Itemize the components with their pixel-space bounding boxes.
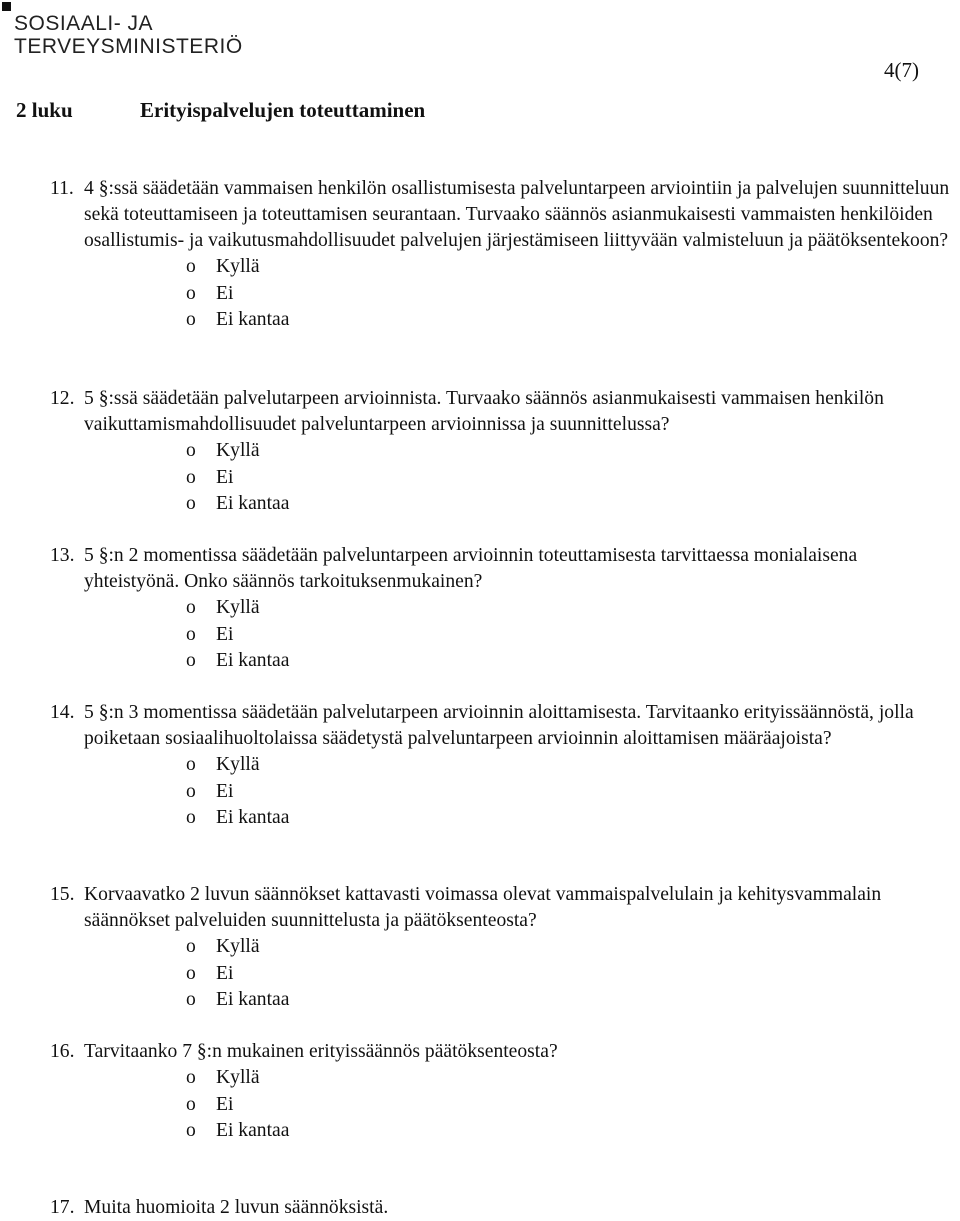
question-number: 15. bbox=[50, 884, 75, 905]
chapter-number: 2 luku bbox=[16, 98, 73, 122]
page-number: 4(7) bbox=[884, 58, 919, 82]
ministry-logo bbox=[14, 12, 243, 58]
option-bullet: o bbox=[186, 962, 196, 984]
option-bullet: o bbox=[186, 256, 196, 277]
option-yes[interactable] bbox=[186, 752, 950, 779]
option-no-opinion[interactable] bbox=[186, 805, 950, 832]
option-label: Ei bbox=[216, 780, 234, 802]
question-text: 5 §:ssä säädetään palvelutarpeen arvioinnista. Turvaako säännös asianmukaisesti vammaisen henkilön vaikuttamismahdollisuudet palveluntarpeen arvioinnissa ja suunnittelussa? bbox=[84, 388, 884, 435]
option-label: Ei kantaa bbox=[216, 309, 290, 330]
option-label: Ei bbox=[216, 623, 234, 645]
question-number: 14. bbox=[50, 702, 75, 723]
option-label: Ei kantaa bbox=[216, 1120, 290, 1141]
answer-options bbox=[186, 934, 950, 1014]
question-text: 4 §:ssä säädetään vammaisen henkilön osallistumisesta palveluntarpeen arviointiin ja palvelujen suunnitteluun sekä toteuttamiseen ja toteuttamisen seurantaan. Turvaako säännös asianmukaisesti vammaisten henkilöiden osallistumis- ja vaikutusmahdollisuudet palvelujen järjestämiseen liittyvään valmisteluun ja päätöksentekoon? bbox=[84, 178, 950, 251]
answer-options bbox=[186, 438, 950, 518]
option-bullet: o bbox=[186, 440, 196, 461]
option-bullet: o bbox=[186, 493, 196, 514]
question-11 bbox=[50, 176, 950, 334]
question-15 bbox=[50, 882, 950, 1014]
option-yes[interactable] bbox=[186, 254, 950, 281]
option-label: Ei kantaa bbox=[216, 989, 290, 1010]
option-label: Kyllä bbox=[216, 754, 260, 775]
option-bullet: o bbox=[186, 754, 196, 775]
option-bullet: o bbox=[186, 282, 196, 304]
option-no[interactable] bbox=[186, 622, 950, 649]
question-13 bbox=[50, 543, 950, 675]
option-label: Ei kantaa bbox=[216, 493, 290, 514]
option-label: Ei bbox=[216, 466, 234, 488]
question-text: 5 §:n 2 momentissa säädetään palveluntarpeen arvioinnin toteuttamisesta tarvittaessa monialaisena yhteistyönä. Onko säännös tarkoituksenmukainen? bbox=[84, 545, 858, 592]
question-number: 13. bbox=[50, 545, 75, 566]
question-17 bbox=[50, 1195, 950, 1221]
option-label: Kyllä bbox=[216, 1067, 260, 1088]
question-number: 12. bbox=[50, 388, 75, 409]
option-bullet: o bbox=[186, 1093, 196, 1115]
option-label: Ei kantaa bbox=[216, 807, 290, 828]
option-bullet: o bbox=[186, 309, 196, 330]
option-label: Kyllä bbox=[216, 256, 260, 277]
option-bullet: o bbox=[186, 936, 196, 957]
question-text: Korvaavatko 2 luvun säännökset kattavasti voimassa olevat vammaispalvelulain ja kehitysvammalain säännökset palveluiden suunnittelusta ja päätöksenteosta? bbox=[84, 884, 882, 931]
question-14 bbox=[50, 700, 950, 832]
option-yes[interactable] bbox=[186, 934, 950, 961]
option-no-opinion[interactable] bbox=[186, 307, 950, 334]
question-number: 17. bbox=[50, 1197, 75, 1218]
question-number: 16. bbox=[50, 1041, 75, 1062]
option-no-opinion[interactable] bbox=[186, 648, 950, 675]
logo-line-2: TERVEYSMINISTERIÖ bbox=[14, 35, 243, 58]
option-bullet: o bbox=[186, 807, 196, 828]
option-label: Kyllä bbox=[216, 440, 260, 461]
option-bullet: o bbox=[186, 1067, 196, 1088]
option-no[interactable] bbox=[186, 465, 950, 492]
option-label: Ei bbox=[216, 282, 234, 304]
question-text: Muita huomioita 2 luvun säännöksistä. bbox=[84, 1197, 389, 1218]
question-16 bbox=[50, 1039, 950, 1145]
option-bullet: o bbox=[186, 1120, 196, 1141]
option-no-opinion[interactable] bbox=[186, 491, 950, 518]
option-no-opinion[interactable] bbox=[186, 987, 950, 1014]
answer-options bbox=[186, 254, 950, 334]
option-label: Kyllä bbox=[216, 936, 260, 957]
option-label: Ei bbox=[216, 962, 234, 984]
option-label: Ei bbox=[216, 1093, 234, 1115]
option-yes[interactable] bbox=[186, 438, 950, 465]
chapter-title: Erityispalvelujen toteuttaminen bbox=[140, 98, 426, 122]
option-yes[interactable] bbox=[186, 595, 950, 622]
option-bullet: o bbox=[186, 623, 196, 645]
option-no[interactable] bbox=[186, 779, 950, 806]
option-no[interactable] bbox=[186, 961, 950, 988]
option-bullet: o bbox=[186, 989, 196, 1010]
option-bullet: o bbox=[186, 780, 196, 802]
option-yes[interactable] bbox=[186, 1065, 950, 1092]
option-bullet: o bbox=[186, 650, 196, 671]
chapter-heading bbox=[16, 98, 425, 123]
question-text: Tarvitaanko 7 §:n mukainen erityissäännös päätöksenteosta? bbox=[84, 1041, 558, 1062]
logo-line-1: SOSIAALI- JA bbox=[14, 12, 154, 35]
option-label: Kyllä bbox=[216, 597, 260, 618]
option-no[interactable] bbox=[186, 281, 950, 308]
option-label: Ei kantaa bbox=[216, 650, 290, 671]
question-number: 11. bbox=[50, 178, 74, 199]
corner-mark bbox=[2, 2, 11, 11]
option-no-opinion[interactable] bbox=[186, 1118, 950, 1145]
question-text: 5 §:n 3 momentissa säädetään palvelutarpeen arvioinnin aloittamisesta. Tarvitaanko erityissäännöstä, jolla poiketaan sosiaalihuoltolaissa säädetystä palveluntarpeen arvioinnin aloittamisen määräajoista? bbox=[84, 702, 914, 749]
answer-options bbox=[186, 752, 950, 832]
answer-options bbox=[186, 595, 950, 675]
question-12 bbox=[50, 386, 950, 518]
answer-options bbox=[186, 1065, 950, 1145]
option-bullet: o bbox=[186, 466, 196, 488]
option-bullet: o bbox=[186, 597, 196, 618]
option-no[interactable] bbox=[186, 1092, 950, 1119]
